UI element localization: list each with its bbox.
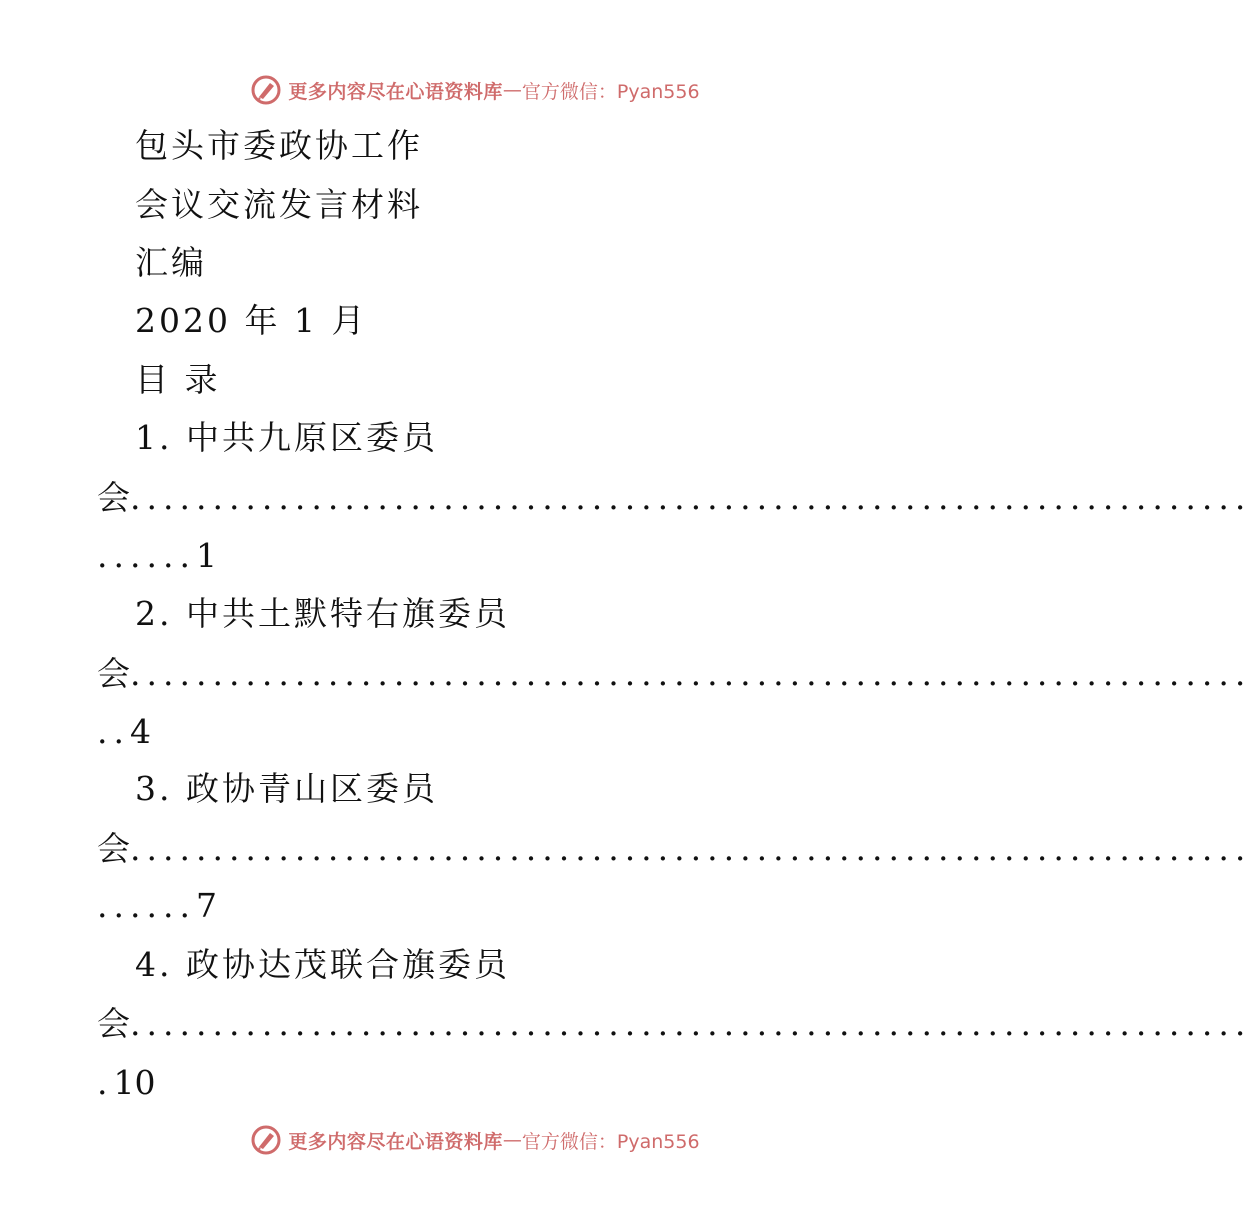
toc-entry-title: 中共九原区委员 [186,418,438,457]
watermark-banner-bottom [0,1120,950,1160]
dot-leader-tail: ...... [97,886,196,925]
toc-entry-number: 3. [135,769,173,808]
toc-entry-last-char: 会 [97,478,130,517]
toc-leader-line [97,1004,1251,1044]
pen-logo-icon [250,74,282,106]
toc-entry-1[interactable] [135,418,438,458]
toc-entry-number: 2. [135,594,173,633]
dot-leader-tail: .. [97,712,130,751]
toc-entry-2[interactable] [135,594,510,634]
toc-entry-number: 1. [135,418,173,457]
toc-page-line [97,886,217,926]
toc-page-line [97,1063,156,1103]
toc-entry-title: 政协达茂联合旗委员 [186,945,510,984]
watermark-separator: — [502,1129,522,1151]
toc-page-number: 7 [195,886,217,925]
toc-entry-last-char: 会 [97,1004,130,1043]
toc-entry-number: 4. [135,945,173,984]
toc-page-line [97,712,151,752]
pen-logo-icon [250,1124,282,1156]
toc-entry-4[interactable] [135,945,510,985]
cover-title-line-2: 会议交流发言材料 [135,185,423,224]
cover-title-line-3: 汇编 [135,243,207,282]
toc-leader-line [97,478,1251,518]
cover-date: 2020 年 1 月 [135,301,368,340]
toc-entry-title: 中共土默特右旗委员 [186,594,510,633]
dot-leader: .................................................................... [130,654,1251,693]
toc-leader-line [97,829,1251,869]
toc-page-number: 1 [195,536,217,575]
dot-leader: .................................................................... [130,478,1251,517]
toc-page-number: 4 [129,712,151,751]
watermark-text: 更多内容尽在心语资料库 [288,80,503,103]
toc-entry-3[interactable] [135,769,438,809]
watermark-wechat: 官方微信：Pyan556 [521,1130,700,1153]
watermark-separator: — [502,79,522,101]
dot-leader: .................................................................... [130,829,1251,868]
cover-title-line-1: 包头市委政协工作 [135,126,423,165]
watermark-text: 更多内容尽在心语资料库 [288,1130,503,1153]
toc-page-number: 10 [113,1063,156,1102]
dot-leader-tail: . [97,1063,114,1102]
watermark-banner-top [0,70,950,110]
toc-heading: 目 录 [135,360,221,399]
watermark-wechat: 官方微信：Pyan556 [521,80,700,103]
toc-leader-line [97,654,1251,694]
dot-leader-tail: ...... [97,536,196,575]
toc-entry-last-char: 会 [97,654,130,693]
toc-page-line [97,536,217,576]
toc-entry-last-char: 会 [97,829,130,868]
toc-entry-title: 政协青山区委员 [186,769,438,808]
dot-leader: .................................................................... [130,1004,1251,1043]
